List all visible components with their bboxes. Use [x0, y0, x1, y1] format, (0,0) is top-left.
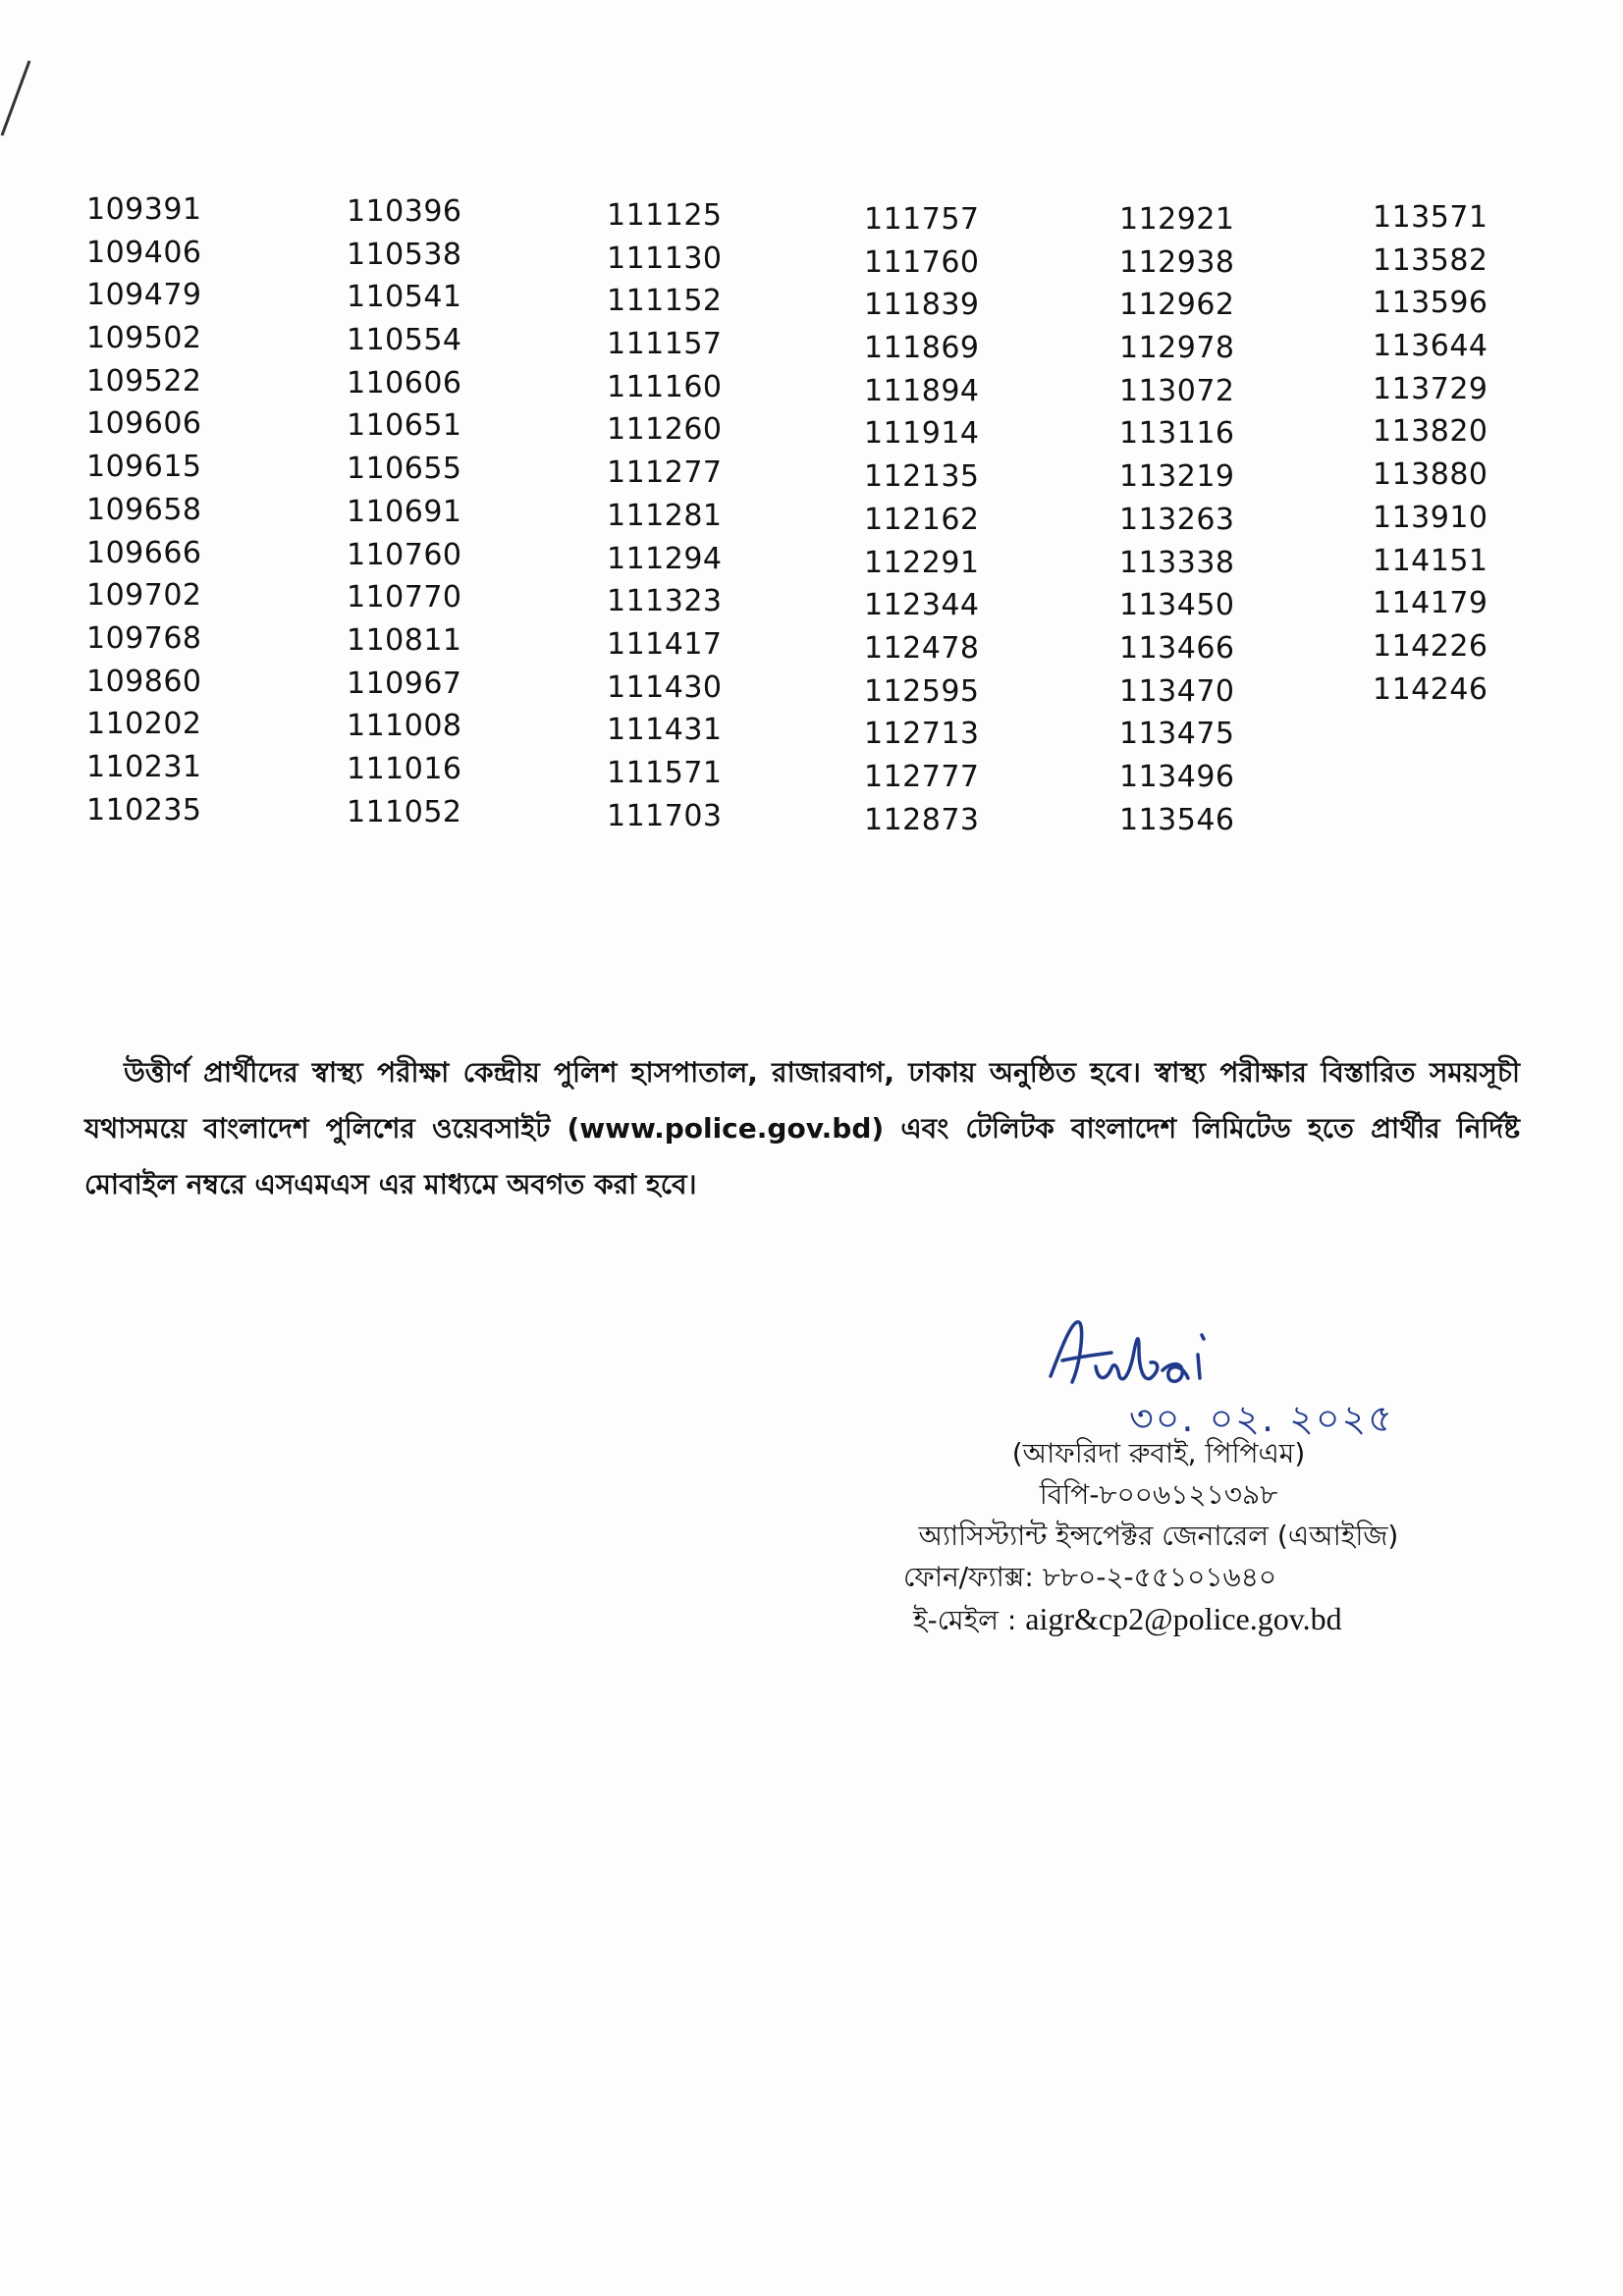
roll-number: 111869: [864, 331, 980, 366]
roll-number: 111417: [607, 626, 723, 662]
roll-number: 109522: [86, 363, 202, 399]
roll-number: 111125: [607, 198, 723, 233]
roll-number: 113880: [1373, 457, 1488, 493]
roll-number: 111839: [864, 288, 980, 323]
roll-number: 111914: [864, 416, 980, 452]
roll-number: 111430: [607, 669, 723, 705]
roll-number: 113729: [1373, 371, 1488, 406]
roll-number: 109391: [86, 192, 202, 227]
roll-number: 110202: [86, 707, 202, 742]
scan-corner-mark: [0, 59, 39, 137]
roll-number: 114246: [1373, 671, 1488, 707]
roll-number: 112162: [864, 502, 980, 537]
roll-number: 109658: [86, 492, 202, 527]
roll-number: 113450: [1119, 588, 1235, 623]
roll-number: 113072: [1119, 373, 1235, 408]
roll-number: 113219: [1119, 459, 1235, 495]
roll-number: 109406: [86, 235, 202, 270]
roll-number: 110396: [347, 194, 462, 229]
roll-number-grid: [86, 188, 1490, 841]
roll-number: 111294: [607, 541, 723, 576]
roll-number: 112713: [864, 717, 980, 752]
roll-number: 109702: [86, 578, 202, 614]
roll-number: 109768: [86, 620, 202, 656]
roll-number: 109502: [86, 321, 202, 356]
roll-number: 112291: [864, 545, 980, 580]
roll-number: 113910: [1373, 500, 1488, 535]
roll-number: 112873: [864, 802, 980, 837]
roll-number: 111052: [347, 794, 462, 829]
roll-number: 113596: [1373, 286, 1488, 321]
roll-number: 110760: [347, 537, 462, 572]
roll-number: 112938: [1119, 244, 1235, 280]
roll-number: 114226: [1373, 628, 1488, 664]
roll-number: 113263: [1119, 502, 1235, 537]
roll-number: 110541: [347, 280, 462, 315]
roll-number: 111323: [607, 584, 723, 619]
roll-number: 111281: [607, 498, 723, 533]
roll-number: 112777: [864, 759, 980, 794]
roll-number: 113582: [1373, 242, 1488, 278]
roll-number: 109479: [86, 278, 202, 313]
roll-number: 111703: [607, 798, 723, 833]
roll-number: 110235: [86, 792, 202, 828]
roll-number: 113820: [1373, 414, 1488, 450]
signatory-block: [864, 1433, 1453, 1641]
signatory-name: (আফরিদা রুবাই, পিপিএম): [1011, 1437, 1306, 1469]
roll-number: 111760: [864, 244, 980, 280]
signatory-designation: অ্যাসিস্ট্যান্ট ইন্সপেক্টর জেনারেল (এআইজি): [918, 1520, 1399, 1552]
roll-number: 110538: [347, 237, 462, 272]
roll-number: 110655: [347, 452, 462, 487]
email-label: ই-মেইল :: [913, 1604, 1017, 1636]
roll-number: 113470: [1119, 673, 1235, 709]
roll-number: 111277: [607, 455, 723, 491]
roll-number: 110651: [347, 408, 462, 444]
roll-number: 109860: [86, 664, 202, 699]
roll-column-6: [1373, 196, 1490, 841]
signature-drawing: [1041, 1306, 1394, 1438]
roll-number: 112344: [864, 588, 980, 623]
roll-number: 112478: [864, 630, 980, 666]
signature-date: ৩০. ০২. ২০২৫: [1129, 1397, 1394, 1438]
roll-number: 112921: [1119, 202, 1235, 237]
roll-number: 110691: [347, 494, 462, 529]
roll-number: 111130: [607, 240, 723, 276]
roll-number: 111571: [607, 755, 723, 790]
roll-number: 110606: [347, 365, 462, 400]
handwritten-signature: [1041, 1306, 1394, 1438]
roll-number: 113116: [1119, 416, 1235, 452]
signatory-email-line: [864, 1598, 1453, 1641]
roll-number: 111152: [607, 284, 723, 319]
roll-number: 111160: [607, 369, 723, 404]
signatory-bp-number: বিপি-৮০০৬১২১৩৯৮: [1039, 1478, 1278, 1511]
roll-number: 111260: [607, 412, 723, 448]
roll-number: 112135: [864, 459, 980, 495]
signatory-phone-fax: ফোন/ফ্যাক্স: ৮৮০-২-৫৫১০১৬৪০: [903, 1561, 1277, 1593]
roll-number: 112978: [1119, 331, 1235, 366]
roll-column-4: [864, 198, 1119, 841]
roll-column-3: [607, 194, 864, 841]
roll-number: 114151: [1373, 543, 1488, 578]
health-exam-notice: উত্তীর্ণ প্রার্থীদের স্বাস্থ্য পরীক্ষা কেন্দ্রীয় পুলিশ হাসপাতাল, রাজারবাগ, ঢাকায় অনুষ্ঠিত হবে। স্বাস্থ্য পরীক্ষার বিস্তারিত সময়সূচী যথাসময়ে বাংলাদেশ পুলিশের ওয়েবসাইট (www.police.gov.bd) এবং টেলিটক বাংলাদেশ লিমিটেড হতে প্রার্থীর নির্দিষ্ট মোবাইল নম্বরে এসএমএস এর মাধ্যমে অবগত করা হবে।: [84, 1056, 1520, 1201]
roll-number: 112595: [864, 673, 980, 709]
roll-number: 111157: [607, 327, 723, 362]
roll-number: 110770: [347, 580, 462, 615]
roll-number: 111431: [607, 713, 723, 748]
roll-number: 110231: [86, 749, 202, 784]
roll-number: 109606: [86, 406, 202, 442]
roll-number: 112962: [1119, 288, 1235, 323]
email-address: aigr&cp2@police.gov.bd: [1025, 1601, 1342, 1636]
roll-number: 110811: [347, 622, 462, 658]
roll-number: 113571: [1373, 200, 1488, 235]
roll-number: 109615: [86, 450, 202, 485]
roll-column-2: [347, 190, 607, 841]
roll-number: 113496: [1119, 759, 1235, 794]
roll-number: 111016: [347, 751, 462, 786]
roll-number: 114179: [1373, 586, 1488, 621]
roll-number: 113546: [1119, 802, 1235, 837]
roll-number: 110967: [347, 666, 462, 701]
roll-column-5: [1119, 198, 1373, 841]
roll-number: 111894: [864, 373, 980, 408]
roll-number: 111757: [864, 202, 980, 237]
roll-number: 113466: [1119, 630, 1235, 666]
roll-number: 110554: [347, 323, 462, 358]
roll-number: 113338: [1119, 545, 1235, 580]
roll-number: 113644: [1373, 329, 1488, 364]
roll-number: 109666: [86, 535, 202, 570]
roll-column-1: [86, 188, 347, 841]
roll-number: 113475: [1119, 717, 1235, 752]
roll-number: 111008: [347, 709, 462, 744]
